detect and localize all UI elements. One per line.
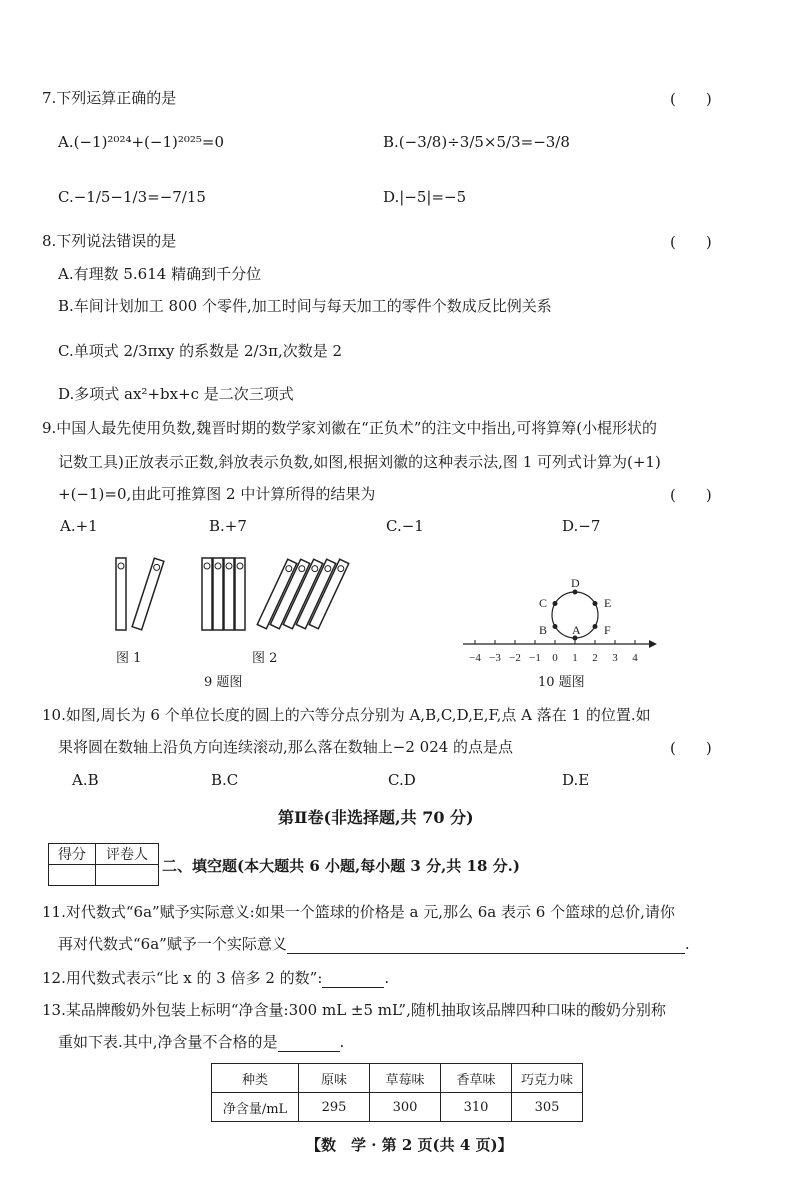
label-f: F	[604, 623, 611, 637]
point-d	[573, 590, 578, 595]
label-c: C	[539, 596, 548, 610]
q13-line-2: 重如下表.其中,净含量不合格的是 .	[58, 1033, 345, 1051]
slanted-rod	[309, 559, 348, 628]
q8-option-d: D.多项式 ax²+bx+c 是二次三项式	[58, 385, 294, 403]
q9-line-1: 9.中国人最先使用负数,魏晋时期的数学家刘徽在“正负术”的注文中指出,可将算筹(小棍形状的	[42, 419, 658, 437]
table-cell: 295	[299, 1093, 370, 1122]
slanted-rod	[132, 558, 164, 630]
q9-option-c: C.−1	[386, 517, 424, 535]
q10-option-b: B.C	[211, 771, 239, 789]
tick-label: −2	[509, 652, 521, 664]
table-cell: 305	[512, 1093, 583, 1122]
tick-label: −1	[529, 652, 541, 664]
upright-rod	[116, 558, 126, 630]
label-b: B	[539, 623, 548, 637]
q8-option-b: B.车间计划加工 800 个零件,加工时间与每天加工的零件个数成反比例关系	[58, 297, 552, 315]
grader-cell[interactable]	[96, 865, 159, 886]
slanted-rod	[270, 559, 309, 628]
tick-label: 4	[632, 652, 638, 664]
q7-answer-paren: ( )	[670, 90, 712, 108]
table-header-cell: 草莓味	[370, 1064, 441, 1093]
table-cell: 净含量/mL	[212, 1093, 299, 1122]
slanted-rod	[283, 559, 322, 628]
tick-label: 1	[572, 652, 578, 664]
upright-rod	[202, 558, 212, 630]
page-footer: 【数 学 · 第 2 页(共 4 页)】	[306, 1136, 513, 1154]
point-c	[553, 601, 558, 606]
score-cell[interactable]	[49, 865, 96, 886]
fig10-caption: 10 题图	[538, 675, 585, 690]
section2-heading: 二、填空题(本大题共 6 小题,每小题 3 分,共 18 分.)	[162, 857, 520, 875]
label-a: A	[572, 623, 581, 637]
point-b	[553, 624, 558, 629]
q10-line-1: 10.如图,周长为 6 个单位长度的圆上的六等分点分别为 A,B,C,D,E,F,点 A 落在 1 的位置.如	[42, 706, 651, 724]
upright-rod	[213, 558, 223, 630]
q10-option-a: A.B	[72, 771, 99, 789]
q13-line-2-text: 重如下表.其中,净含量不合格的是	[58, 1033, 278, 1051]
q9-answer-paren: ( )	[670, 486, 712, 504]
grader-header: 评卷人	[96, 844, 159, 865]
slanted-rod	[257, 559, 296, 628]
score-box	[48, 843, 159, 886]
q12-answer-blank[interactable]	[322, 971, 384, 988]
tick-label: −4	[469, 652, 481, 664]
point-f	[593, 624, 598, 629]
part2-title: 第Ⅱ卷(非选择题,共 70 分)	[278, 808, 474, 827]
fig1-label: 图 1	[116, 651, 142, 666]
q11-line-2: 再对代数式“6a”赋予一个实际意义 .	[58, 935, 690, 953]
q7-option-d: D.|−5|=−5	[383, 188, 467, 206]
label-e: E	[604, 596, 612, 610]
q11-line-2-text: 再对代数式“6a”赋予一个实际意义	[58, 935, 287, 953]
table-header-cell: 原味	[299, 1064, 370, 1093]
q7-option-c: C.−1/5−1/3=−7/15	[58, 188, 206, 206]
q12: 12.用代数式表示“比 x 的 3 倍多 2 的数”: .	[42, 969, 390, 987]
tick-label: 2	[592, 652, 598, 664]
q7-option-a: A.(−1)²⁰²⁴+(−1)²⁰²⁵=0	[58, 133, 225, 151]
slanted-rod	[296, 559, 335, 628]
q8-option-a: A.有理数 5.614 精确到千分位	[58, 265, 262, 283]
q9-line-2: 记数工具)正放表示正数,斜放表示负数,如图,根据刘徽的这种表示法,图 1 可列式计算为(+1)	[58, 453, 661, 471]
label-d: D	[571, 576, 580, 590]
table-header-cell: 种类	[212, 1064, 299, 1093]
tick-labels	[469, 652, 638, 664]
table-header-cell: 巧克力味	[512, 1064, 583, 1093]
tick-label: 3	[612, 652, 618, 664]
q13-answer-blank[interactable]	[278, 1035, 340, 1052]
q10-option-d: D.E	[562, 771, 590, 789]
q9-option-d: D.−7	[562, 517, 601, 535]
q8-option-c: C.单项式 2/3πxy 的系数是 2/3π,次数是 2	[58, 342, 343, 360]
q10-figure	[455, 570, 665, 666]
q12-text: 12.用代数式表示“比 x 的 3 倍多 2 的数”:	[42, 969, 323, 987]
upright-rod	[224, 558, 234, 630]
q7-option-b: B.(−3/8)÷3/5×5/3=−3/8	[383, 133, 570, 151]
q8-stem: 8.下列说法错误的是	[42, 232, 177, 250]
q7-stem: 7.下列运算正确的是	[42, 89, 177, 107]
fig2-label: 图 2	[252, 651, 278, 666]
fig1-rods	[116, 558, 164, 630]
number-line	[463, 640, 657, 648]
q11-line-1: 11.对代数式“6a”赋予实际意义:如果一个篮球的价格是 a 元,那么 6a 表示 6 个篮球的总价,请你	[42, 903, 675, 921]
q10-answer-paren: ( )	[670, 739, 712, 757]
q8-answer-paren: ( )	[670, 233, 712, 251]
fig9-caption: 9 题图	[204, 675, 243, 690]
q9-figure	[100, 552, 360, 642]
upright-rod	[235, 558, 245, 630]
score-header: 得分	[49, 844, 96, 865]
q10-option-c: C.D	[388, 771, 416, 789]
q9-option-a: A.+1	[60, 517, 98, 535]
table-row	[212, 1093, 583, 1122]
table-cell: 310	[441, 1093, 512, 1122]
table-header-cell: 香草味	[441, 1064, 512, 1093]
fig2-rods	[202, 558, 349, 630]
yogurt-table	[211, 1063, 583, 1122]
tick-label: 0	[552, 652, 558, 664]
q9-line-3: +(−1)=0,由此可推算图 2 中计算所得的结果为	[58, 485, 376, 503]
table-cell: 300	[370, 1093, 441, 1122]
q11-answer-blank[interactable]	[287, 937, 685, 954]
point-e	[593, 601, 598, 606]
q13-line-1: 13.某品牌酸奶外包装上标明“净含量:300 mL ±5 mL”,随机抽取该品牌四种口味的酸奶分别称	[42, 1001, 666, 1019]
tick-label: −3	[489, 652, 501, 664]
q9-option-b: B.+7	[209, 517, 247, 535]
table-header-row	[212, 1064, 583, 1093]
q10-line-2: 果将圆在数轴上沿负方向连续滚动,那么落在数轴上−2 024 的点是点	[58, 738, 514, 756]
point-labels	[539, 576, 611, 637]
